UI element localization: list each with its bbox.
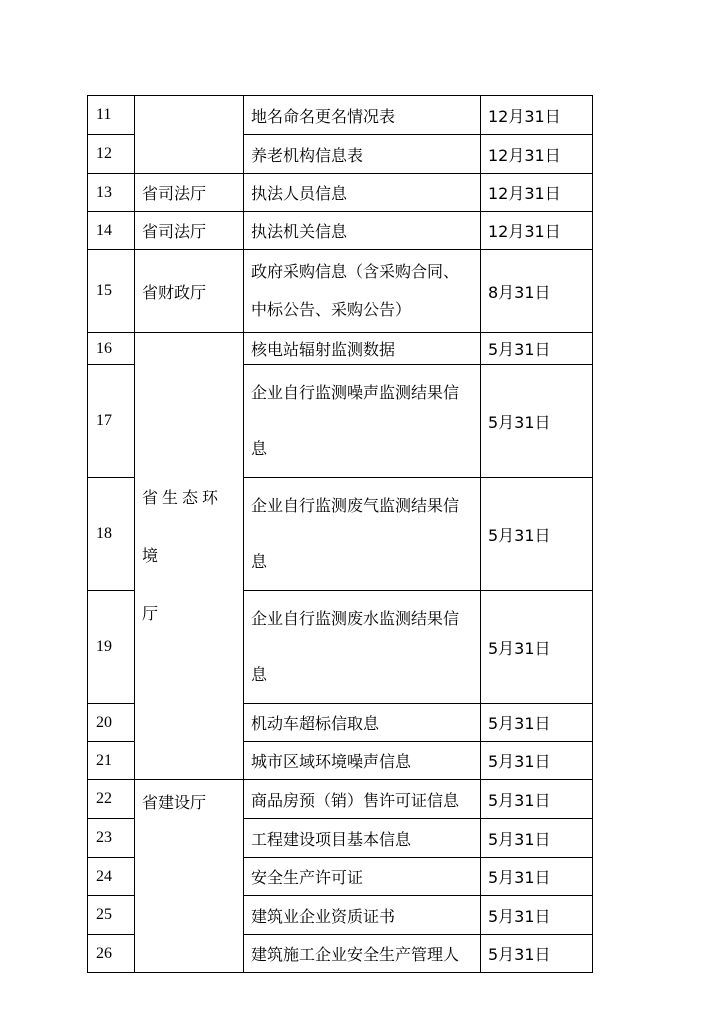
item-cell: [244, 250, 481, 333]
row-number: 13: [88, 174, 135, 212]
row-number: 16: [88, 333, 135, 365]
item-cell: 核电站辐射监测数据: [244, 333, 481, 365]
deadline-cell: 5月31日: [481, 365, 593, 478]
row-number: 19: [88, 591, 135, 704]
item-line: 企业自行监测噪声监测结果信: [251, 383, 460, 402]
deadline-cell: 12月31日: [481, 96, 593, 135]
item-cell: [244, 478, 481, 591]
item-line: 息: [251, 439, 268, 458]
dept-line: 省生态环境: [142, 488, 223, 565]
table-row: [88, 96, 593, 135]
dept-cell: 省司法厅: [135, 212, 244, 250]
item-cell: 城市区域环境噪声信息: [244, 742, 481, 780]
deadline-cell: 5月31日: [481, 935, 593, 973]
dept-cell: 省司法厅: [135, 174, 244, 212]
row-number: 11: [88, 96, 135, 135]
table-row: [88, 174, 593, 212]
row-number: 20: [88, 704, 135, 742]
row-number: 14: [88, 212, 135, 250]
row-number: 25: [88, 896, 135, 935]
deadline-cell: 5月31日: [481, 896, 593, 935]
row-number: 22: [88, 780, 135, 819]
row-number: 17: [88, 365, 135, 478]
deadline-cell: 8月31日: [481, 250, 593, 333]
item-cell: 工程建设项目基本信息: [244, 819, 481, 858]
item-cell: 地名命名更名情况表: [244, 96, 481, 135]
item-cell: 建筑业企业资质证书: [244, 896, 481, 935]
item-line: 企业自行监测废气监测结果信: [251, 496, 460, 515]
table-row: [88, 250, 593, 333]
row-number: 23: [88, 819, 135, 858]
dept-line: 厅: [142, 604, 163, 623]
item-cell: 执法人员信息: [244, 174, 481, 212]
dept-label: 省建设厅: [142, 793, 207, 812]
deadline-cell: 12月31日: [481, 174, 593, 212]
row-number: 18: [88, 478, 135, 591]
item-cell: 商品房预（销）售许可证信息: [244, 780, 481, 819]
deadline-cell: 5月31日: [481, 780, 593, 819]
deadline-cell: 12月31日: [481, 135, 593, 174]
item-cell: 安全生产许可证: [244, 858, 481, 896]
deadline-cell: 5月31日: [481, 478, 593, 591]
item-line: 企业自行监测废水监测结果信: [251, 609, 460, 628]
deadline-cell: 12月31日: [481, 212, 593, 250]
row-number: 15: [88, 250, 135, 333]
deadline-cell: 5月31日: [481, 819, 593, 858]
row-number: 24: [88, 858, 135, 896]
deadline-cell: 5月31日: [481, 742, 593, 780]
item-line: 息: [251, 665, 268, 684]
info-table: [87, 95, 593, 973]
table-row: [88, 780, 593, 819]
item-cell: [244, 591, 481, 704]
item-cell: [244, 365, 481, 478]
item-cell: 养老机构信息表: [244, 135, 481, 174]
table-row: [88, 212, 593, 250]
deadline-cell: 5月31日: [481, 704, 593, 742]
item-cell: 建筑施工企业安全生产管理人: [244, 935, 481, 973]
item-line: 中标公告、采购公告）: [251, 300, 412, 319]
row-number: 26: [88, 935, 135, 973]
item-line: 息: [251, 552, 268, 571]
row-number: 21: [88, 742, 135, 780]
row-number: 12: [88, 135, 135, 174]
item-cell: 执法机关信息: [244, 212, 481, 250]
dept-cell-eco: [135, 333, 244, 780]
item-line: 政府采购信息（含采购合同、: [251, 262, 460, 281]
dept-cell: [135, 96, 244, 174]
table-row: [88, 333, 593, 365]
dept-cell: 省财政厅: [135, 250, 244, 333]
deadline-cell: 5月31日: [481, 858, 593, 896]
deadline-cell: 5月31日: [481, 591, 593, 704]
item-cell: 机动车超标信取息: [244, 704, 481, 742]
dept-cell-construction: [135, 780, 244, 973]
deadline-cell: 5月31日: [481, 333, 593, 365]
